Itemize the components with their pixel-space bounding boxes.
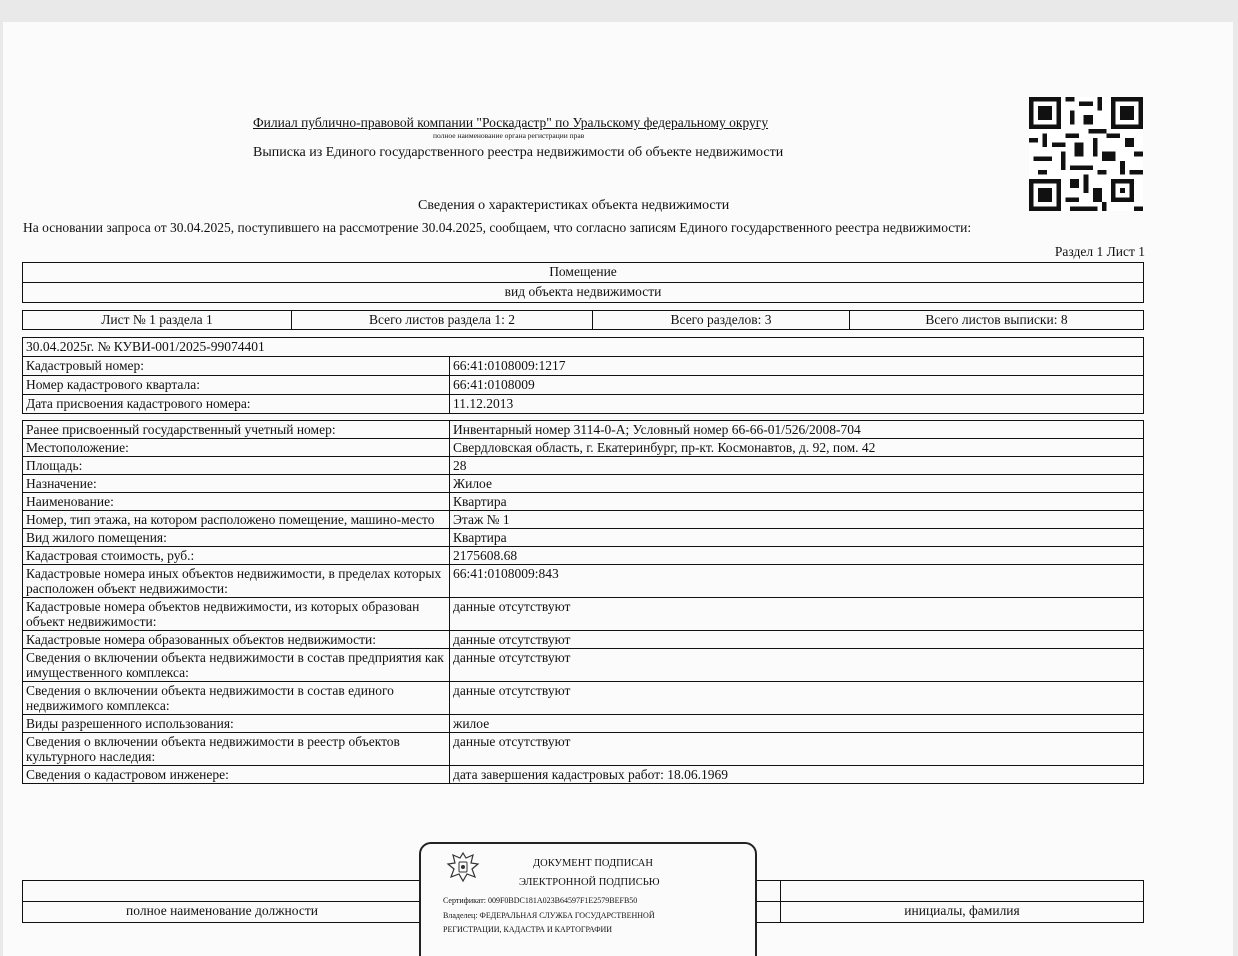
table-row (23, 682, 1144, 715)
row-label: Дата присвоения кадастрового номера: (23, 395, 450, 414)
stamp-owner: Владелец: ФЕДЕРАЛЬНАЯ СЛУЖБА ГОСУДАРСТВЕННОЙ (443, 911, 655, 920)
qr-code-icon (1029, 97, 1143, 211)
section-sheet-reference: Раздел 1 Лист 1 (1054, 244, 1145, 259)
section-sheets-total: Всего листов раздела 1: 2 (292, 311, 593, 330)
table-row (23, 631, 1144, 649)
extract-date-number: 30.04.2025г. № КУВИ-001/2025-99074401 (23, 338, 1144, 357)
coat-of-arms-icon (445, 850, 481, 884)
row-label: Номер, тип этажа, на котором расположено помещение, машино-место (23, 511, 450, 529)
stamp-line-2: ЭЛЕКТРОННОЙ ПОДПИСЬЮ (519, 877, 660, 888)
table-row (23, 733, 1144, 766)
row-value: данные отсутствуют (450, 682, 1144, 715)
row-label: Сведения о включении объекта недвижимости в реестр объектов культурного наследия: (23, 733, 450, 766)
sections-total: Всего разделов: 3 (593, 311, 850, 330)
stamp-line-1: ДОКУМЕНТ ПОДПИСАН (533, 858, 653, 869)
table-row (23, 439, 1144, 457)
position-cell (23, 881, 422, 902)
table-row (23, 457, 1144, 475)
characteristics-table (22, 420, 1144, 784)
object-type-caption: вид объекта недвижимости (23, 283, 1144, 303)
row-value: Инвентарный номер 3114-0-А; Условный номер 66-66-01/526/2008-704 (450, 421, 1144, 439)
cadastral-number-date: 11.12.2013 (450, 395, 1144, 414)
identifiers-table (22, 337, 1144, 414)
row-label: Наименование: (23, 493, 450, 511)
row-value: Этаж № 1 (450, 511, 1144, 529)
table-row (23, 493, 1144, 511)
organization-caption: полное наименование органа регистрации прав (433, 131, 585, 140)
table-row (23, 649, 1144, 682)
row-label: Кадастровый номер: (23, 357, 450, 376)
cadastral-quarter-number: 66:41:0108009 (450, 376, 1144, 395)
object-type: Помещение (23, 263, 1144, 283)
row-label: Кадастровые номера образованных объектов недвижимости: (23, 631, 450, 649)
position-caption: полное наименование должности (23, 902, 422, 923)
request-intro-text: На основании запроса от 30.04.2025, поступившего на рассмотрение 30.04.2025, сообщаем, что согласно записям Единого государственного реестра недвижимости: (23, 220, 972, 235)
row-label: Кадастровые номера объектов недвижимости, из которых образован объект недвижимости: (23, 598, 450, 631)
row-label: Ранее присвоенный государственный учетный номер: (23, 421, 450, 439)
document-page (3, 22, 1233, 956)
row-value: жилое (450, 715, 1144, 733)
table-row (23, 565, 1144, 598)
row-label: Сведения о кадастровом инженере: (23, 766, 450, 784)
table-row (23, 376, 1144, 395)
row-value: Свердловская область, г. Екатеринбург, пр-кт. Космонавтов, д. 92, пом. 42 (450, 439, 1144, 457)
stamp-certificate: Сертификат: 009F0BDC181A023B64597F1E2579BEFB50 (443, 896, 638, 905)
row-value: данные отсутствуют (450, 649, 1144, 682)
row-label: Номер кадастрового квартала: (23, 376, 450, 395)
row-label: Местоположение: (23, 439, 450, 457)
row-value: Жилое (450, 475, 1144, 493)
table-row (23, 511, 1144, 529)
table-row (23, 547, 1144, 565)
table-row (23, 529, 1144, 547)
row-value: 28 (450, 457, 1144, 475)
row-value: 2175608.68 (450, 547, 1144, 565)
row-label: Кадастровые номера иных объектов недвижимости, в пределах которых расположен объект недвижимости: (23, 565, 450, 598)
row-label: Назначение: (23, 475, 450, 493)
electronic-signature-stamp (419, 842, 757, 956)
row-value: данные отсутствуют (450, 733, 1144, 766)
document-title: Выписка из Единого государственного реестра недвижимости об объекте недвижимости (253, 145, 784, 160)
stamp-owner-continued: РЕГИСТРАЦИИ, КАДАСТРА И КАРТОГРАФИИ (443, 925, 613, 934)
table-row (23, 395, 1144, 414)
table-row (23, 475, 1144, 493)
name-cell (781, 881, 1144, 902)
section-title: Сведения о характеристиках объекта недвижимости (418, 198, 730, 213)
row-label: Площадь: (23, 457, 450, 475)
row-value: данные отсутствуют (450, 598, 1144, 631)
object-type-table (22, 262, 1144, 303)
table-row (23, 715, 1144, 733)
table-row (23, 598, 1144, 631)
table-row (23, 421, 1144, 439)
row-value: 66:41:0108009:843 (450, 565, 1144, 598)
extract-sheets-total: Всего листов выписки: 8 (850, 311, 1144, 330)
registry-organization-name: Филиал публично-правовой компании "Роскадастр" по Уральскому федеральному округу (253, 115, 769, 130)
row-value: Квартира (450, 529, 1144, 547)
name-caption: инициалы, фамилия (781, 902, 1144, 923)
row-label: Виды разрешенного использования: (23, 715, 450, 733)
table-row (23, 357, 1144, 376)
cadastral-number: 66:41:0108009:1217 (450, 357, 1144, 376)
row-value: Квартира (450, 493, 1144, 511)
row-value: данные отсутствуют (450, 631, 1144, 649)
sheet-number: Лист № 1 раздела 1 (23, 311, 292, 330)
row-label: Кадастровая стоимость, руб.: (23, 547, 450, 565)
row-value: дата завершения кадастровых работ: 18.06.1969 (450, 766, 1144, 784)
row-label: Сведения о включении объекта недвижимости в состав единого недвижимого комплекса: (23, 682, 450, 715)
table-row (23, 766, 1144, 784)
sheet-info-table (22, 310, 1144, 330)
row-label: Сведения о включении объекта недвижимости в состав предприятия как имущественного комплекса: (23, 649, 450, 682)
row-label: Вид жилого помещения: (23, 529, 450, 547)
